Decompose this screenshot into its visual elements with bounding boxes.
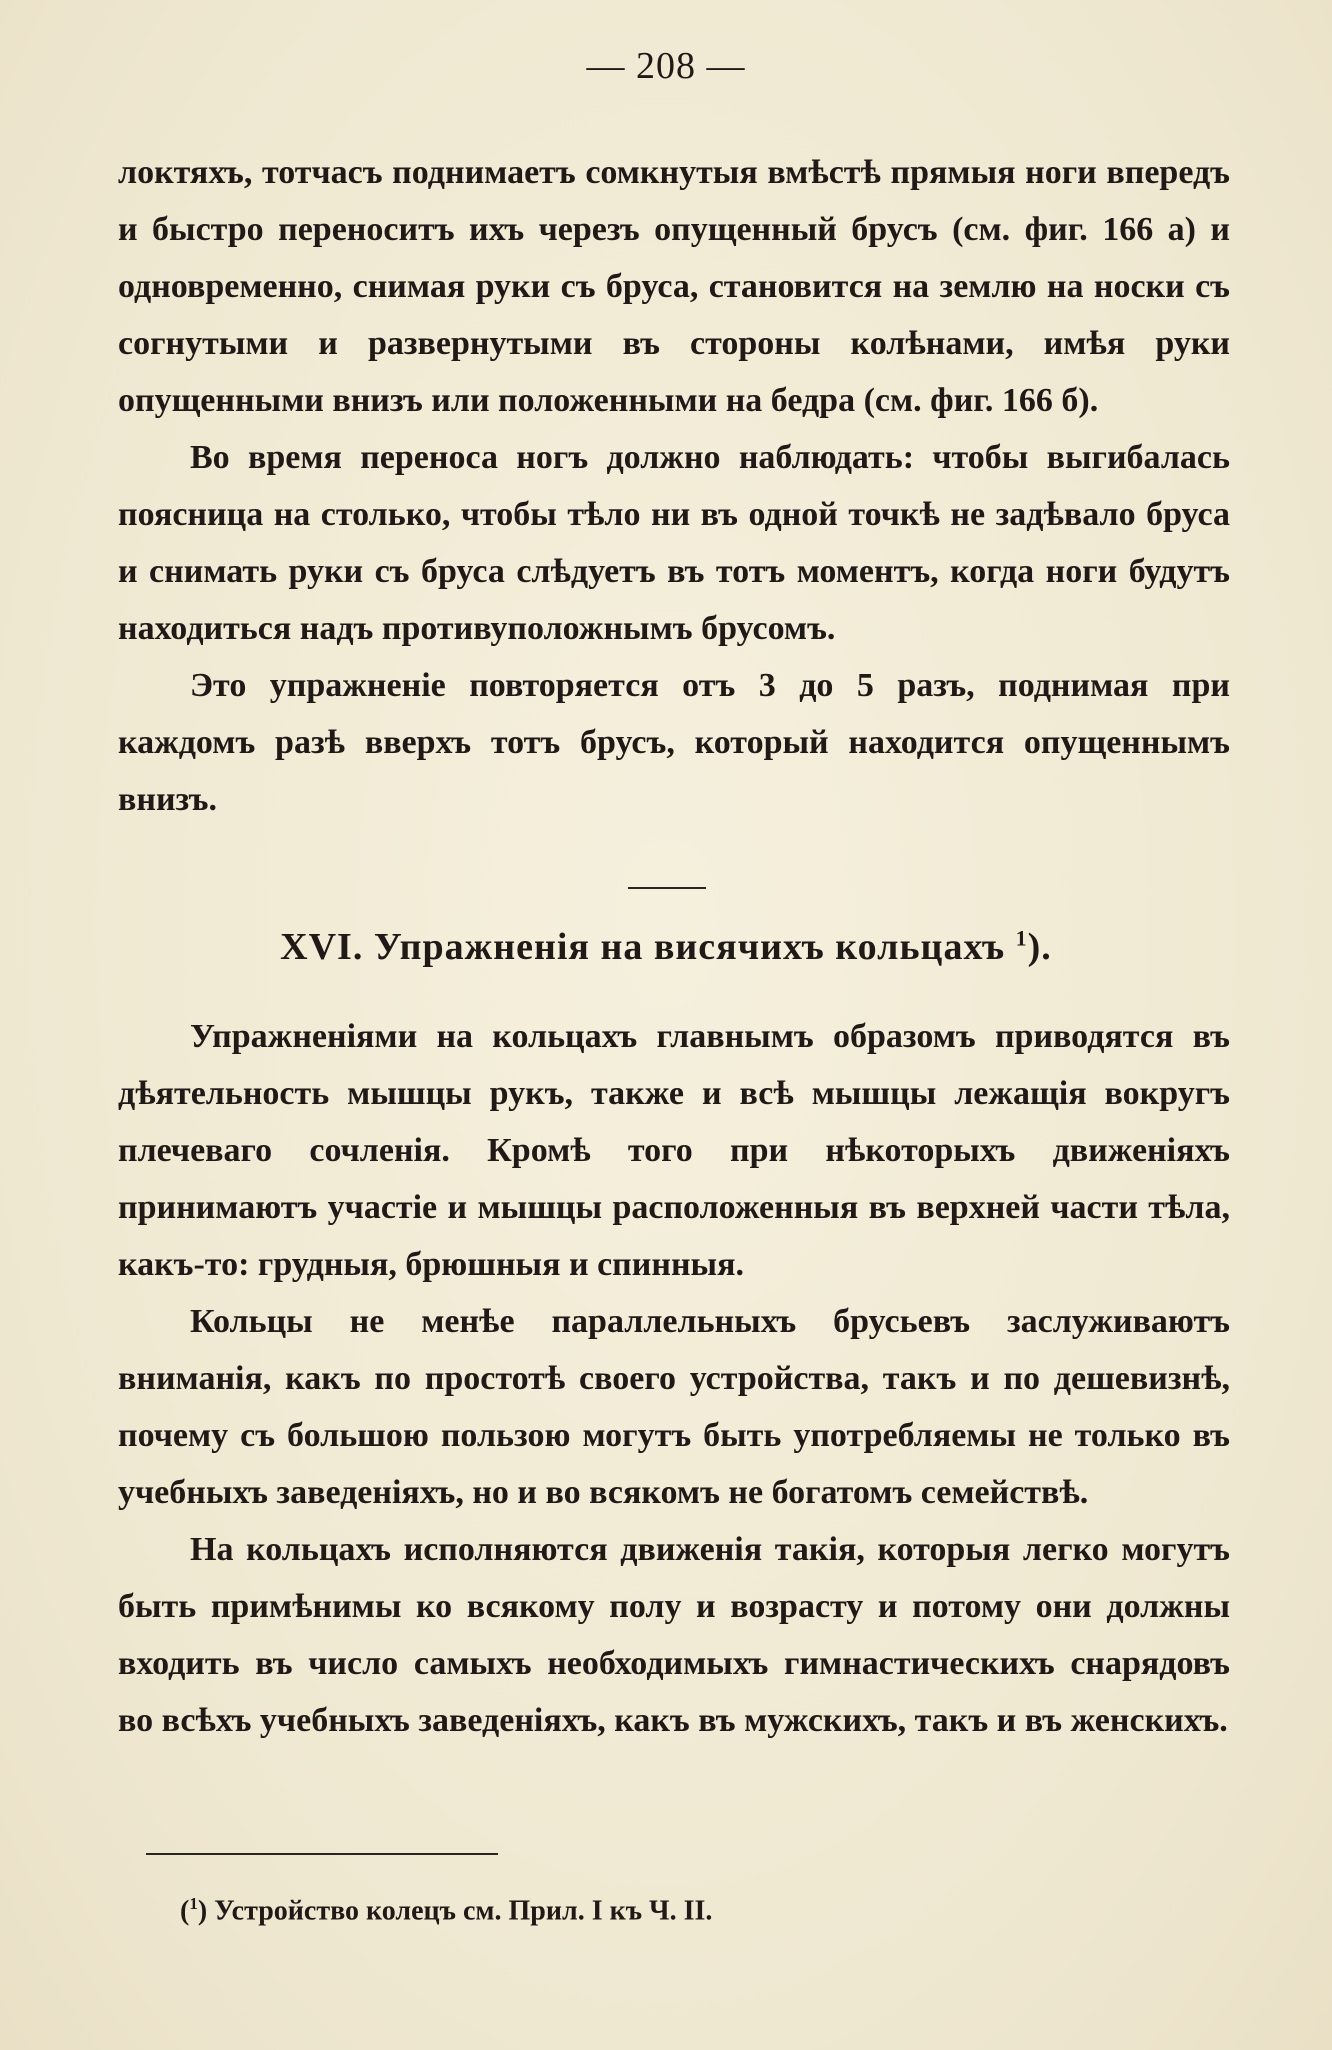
section-heading-close: ). xyxy=(1027,926,1052,968)
paragraph-continued: локтяхъ, тотчасъ поднимаетъ сомкнутыя вмѣстѣ прямыя ноги впередъ и быстро переноситъ ихъ черезъ опущенный брусъ (см. фиг. 166 а) и одновременно, снимая руки съ бруса, становится на землю на носки съ согнутыми и развернутыми въ стороны колѣнами, имѣя руки опущенными внизъ или положенными на бедра (см. фиг. 166 б). xyxy=(118,154,1230,419)
footnote-open: ( xyxy=(180,1895,190,1927)
paragraph: Во время переноса ногъ должно наблюдать: чтобы выгибалась поясница на столько, чтобы тѣло ни въ одной точкѣ не задѣвало бруса и снимать руки съ бруса слѣдуетъ въ тотъ моментъ, когда ноги будутъ находиться надъ противуположнымъ брусомъ. xyxy=(118,439,1230,647)
paragraph: Кольцы не менѣе параллельныхъ брусьевъ заслуживаютъ вниманія, какъ по простотѣ своего устройства, такъ и по дешевизнѣ, почему съ большою пользою могутъ быть употребляемы не только въ учебныхъ заведеніяхъ, но и во всякомъ не богатомъ семействѣ. xyxy=(118,1303,1230,1511)
footnote-rule xyxy=(146,1853,498,1855)
footnote-marker: 1 xyxy=(189,1894,198,1913)
footnote-text: ) Устройство колецъ см. Прил. I къ Ч. II. xyxy=(197,1895,713,1927)
text-block-top xyxy=(118,144,1230,828)
text-block-section xyxy=(118,1008,1230,1749)
section-heading-text: XVI. Упражненія на висячихъ кольцахъ xyxy=(280,926,1016,968)
paragraph: Это упражненіе повторяется отъ 3 до 5 разъ, поднимая при каждомъ разѣ вверхъ тотъ брусъ, который находится опущеннымъ внизъ. xyxy=(118,667,1230,818)
footnote xyxy=(180,1894,712,1927)
section-heading xyxy=(0,925,1332,969)
page-number: — 208 — xyxy=(586,45,746,87)
section-divider xyxy=(628,887,706,889)
paragraph: Упражненіями на кольцахъ главнымъ образомъ приводятся въ дѣятельность мышцы рукъ, также и всѣ мышцы лежащія вокругъ плечеваго сочленія. Кромѣ того при нѣкоторыхъ движеніяхъ принимаютъ участіе и мышцы расположенныя въ верхней части тѣла, какъ-то: грудныя, брюшныя и спинныя. xyxy=(118,1018,1230,1283)
paragraph: На кольцахъ исполняются движенія такія, которыя легко могутъ быть примѣнимы ко всякому полу и возрасту и потому они должны входить въ число самыхъ необходимыхъ гимнастическихъ снарядовъ во всѣхъ учебныхъ заведеніяхъ, какъ въ мужскихъ, такъ и въ женскихъ. xyxy=(118,1531,1230,1739)
footnote-marker: 1 xyxy=(1015,925,1028,951)
